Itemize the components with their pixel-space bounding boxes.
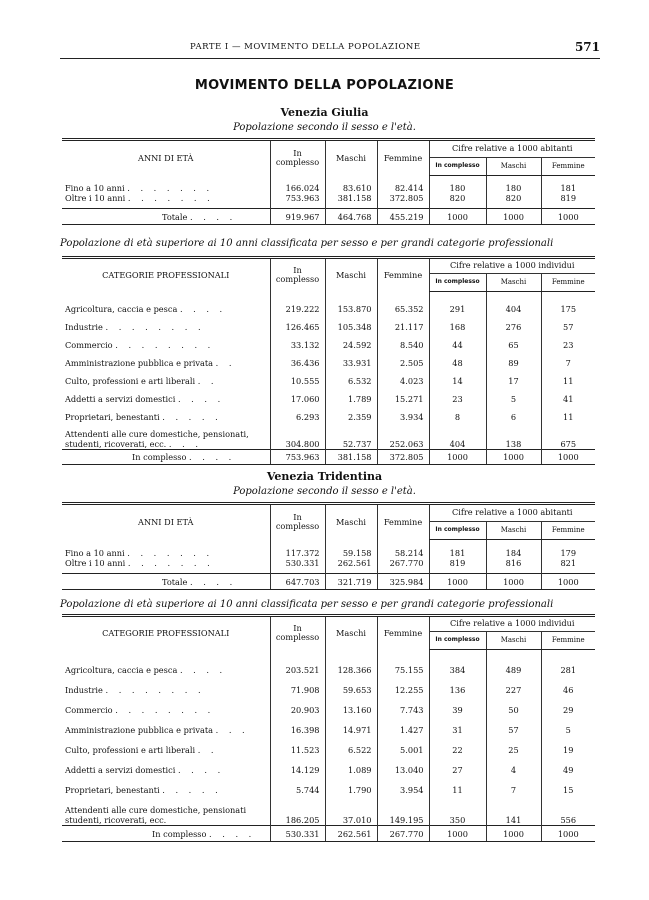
cell-maschi: 1.790 (325, 780, 377, 800)
cell-rel-total: 31 (429, 720, 486, 740)
age-subtitle: Popolazione secondo il sesso e l'età. (233, 486, 416, 497)
leader-dots: . . . . (177, 764, 225, 775)
cell-femmine: 8.540 (377, 336, 429, 354)
cell-femmine: 13.040 (377, 760, 429, 780)
cell-rel-total: 39 (429, 700, 486, 720)
table-row (62, 760, 595, 780)
cell-femmine: 149.195 (377, 800, 429, 826)
cell-rel-femmine: 175 (541, 300, 595, 318)
col-header-label: ANNI DI ETÀ (62, 504, 270, 540)
cell-total: 117.372 (270, 548, 325, 558)
cell-maschi: 14.971 (325, 720, 377, 740)
cell-rel-maschi: 5 (486, 390, 541, 408)
cell-maschi: 6.522 (325, 740, 377, 760)
cell-femmine: 267.770 (377, 558, 429, 568)
row-label: Commercio (65, 339, 113, 350)
cell-total: 186.205 (270, 800, 325, 826)
leader-dots: . . . . . . . (127, 192, 214, 203)
leader-dots: . . . (215, 724, 249, 735)
cell-total: 36.436 (270, 354, 325, 372)
cell-maschi: 262.561 (325, 558, 377, 568)
cell-rel-maschi: 138 (486, 426, 541, 450)
leader-dots: . . . . . (162, 784, 222, 795)
cell-rel-total: 1000 (429, 209, 486, 225)
cell-rel-total: 44 (429, 336, 486, 354)
cell-maschi: 1.789 (325, 390, 377, 408)
cell-total: 5.744 (270, 780, 325, 800)
total-label: In complesso (132, 452, 187, 462)
leader-dots: . . . . (189, 452, 236, 462)
cell-femmine: 12.255 (377, 680, 429, 700)
cell-total: 530.331 (270, 558, 325, 568)
subheader-in-complesso: In complesso (429, 274, 486, 292)
subheader-maschi: Maschi (486, 274, 541, 292)
subheader-in-complesso: In complesso (429, 158, 486, 176)
age-subtitle: Popolazione secondo il sesso e l'età. (233, 122, 416, 133)
subheader-femmine: Femmine (541, 274, 595, 292)
cell-rel-total: 291 (429, 300, 486, 318)
cell-rel-maschi: 1000 (486, 209, 541, 225)
page-number: 571 (574, 40, 600, 54)
cell-femmine: 372.805 (377, 193, 429, 203)
cell-rel-femmine: 11 (541, 372, 595, 390)
col-header-cifre: Cifre relative a 1000 abitanti (429, 140, 595, 158)
cell-rel-total: 22 (429, 740, 486, 760)
cell-maschi: 381.158 (325, 450, 377, 465)
cell-rel-femmine: 179 (541, 548, 595, 558)
cell-total: 753.963 (270, 450, 325, 465)
table-row (62, 660, 595, 680)
cell-rel-total: 23 (429, 390, 486, 408)
cell-rel-femmine: 41 (541, 390, 595, 408)
cell-rel-femmine: 821 (541, 558, 595, 568)
cell-total: 219.222 (270, 300, 325, 318)
cell-total: 126.465 (270, 318, 325, 336)
row-label: Culto, professioni e arti liberali (65, 375, 196, 386)
cell-femmine: 267.770 (377, 826, 429, 842)
cell-femmine: 15.271 (377, 390, 429, 408)
col-header-femmine: Femmine (377, 258, 429, 292)
row-label: Amministrazione pubblica e privata (65, 724, 214, 735)
col-header-maschi: Maschi (325, 616, 377, 650)
cell-femmine: 65.352 (377, 300, 429, 318)
cell-rel-femmine: 281 (541, 660, 595, 680)
cell-rel-maschi: 17 (486, 372, 541, 390)
table-row (62, 800, 595, 826)
cell-rel-maschi: 4 (486, 760, 541, 780)
cell-total: 71.908 (270, 680, 325, 700)
leader-dots: . . . . . . . (127, 182, 214, 193)
cell-rel-femmine: 1000 (541, 826, 595, 842)
col-header-cifre: Cifre relative a 1000 individui (429, 258, 595, 274)
leader-dots: . . (215, 357, 236, 368)
cell-femmine: 3.934 (377, 408, 429, 426)
cell-rel-total: 350 (429, 800, 486, 826)
leader-dots: . . . . . . . (127, 557, 214, 568)
cell-maschi: 59.158 (325, 548, 377, 558)
age-table-venezia-tridentina (62, 502, 595, 590)
table-row (62, 740, 595, 760)
cell-rel-femmine: 1000 (541, 450, 595, 465)
total-label: In complesso (152, 828, 207, 839)
region-title-venezia-tridentina: Venezia Tridentina (266, 470, 383, 483)
cell-rel-total: 1000 (429, 450, 486, 465)
cell-rel-femmine: 23 (541, 336, 595, 354)
age-table-venezia-giulia (62, 138, 595, 225)
cell-rel-maschi: 7 (486, 780, 541, 800)
cell-total: 647.703 (270, 574, 325, 590)
col-header-maschi: Maschi (325, 258, 377, 292)
subheader-maschi: Maschi (486, 632, 541, 650)
cell-rel-femmine: 819 (541, 193, 595, 203)
cell-total: 10.555 (270, 372, 325, 390)
cell-femmine: 4.023 (377, 372, 429, 390)
row-label: Agricoltura, caccia e pesca (65, 303, 178, 314)
cell-rel-total: 14 (429, 372, 486, 390)
prof-table-venezia-giulia (62, 256, 595, 465)
leader-dots: . . . . . . . . (115, 339, 215, 350)
cell-maschi: 13.160 (325, 700, 377, 720)
subheader-maschi: Maschi (486, 158, 541, 176)
cell-femmine: 58.214 (377, 548, 429, 558)
cell-rel-total: 136 (429, 680, 486, 700)
col-header-label: CATEGORIE PROFESSIONALI (62, 616, 270, 650)
cell-femmine: 455.219 (377, 209, 429, 225)
row-label: Attendenti alle cure domestiche, pensionati, studenti, ricoverati, ecc. (65, 429, 249, 449)
cell-rel-total: 1000 (429, 574, 486, 590)
col-header-femmine: Femmine (377, 504, 429, 540)
table-row (62, 700, 595, 720)
leader-dots: . . . . (190, 211, 237, 222)
main-title: MOVIMENTO DELLA POPOLAZIONE (194, 78, 455, 93)
subheader-femmine: Femmine (541, 632, 595, 650)
row-label: Industrie (65, 321, 103, 332)
prof-subtitle: Popolazione di età superiore ai 10 anni classificata per sesso e per grandi categorie professionali (60, 599, 554, 610)
cell-rel-total: 404 (429, 426, 486, 450)
cell-rel-femmine: 46 (541, 680, 595, 700)
leader-dots: . . . . (179, 303, 227, 314)
col-header-femmine: Femmine (377, 616, 429, 650)
row-label: Industrie (65, 684, 103, 695)
total-row (62, 826, 595, 842)
cell-maschi: 128.366 (325, 660, 377, 680)
cell-total: 11.523 (270, 740, 325, 760)
cell-maschi: 105.348 (325, 318, 377, 336)
row-label: Addetti a servizi domestici (65, 393, 176, 404)
leader-dots: . . . . . . . . (115, 704, 215, 715)
col-header-in-complesso: In complesso (270, 504, 325, 540)
col-header-in-complesso: In complesso (270, 616, 325, 650)
cell-rel-maschi: 89 (486, 354, 541, 372)
cell-maschi: 33.931 (325, 354, 377, 372)
leader-dots: . . (197, 375, 218, 386)
col-header-in-complesso: In complesso (270, 140, 325, 176)
cell-rel-total: 820 (429, 193, 486, 203)
cell-rel-femmine: 5 (541, 720, 595, 740)
cell-total: 20.903 (270, 700, 325, 720)
cell-rel-maschi: 57 (486, 720, 541, 740)
leader-dots: . . (197, 744, 218, 755)
cell-femmine: 82.414 (377, 183, 429, 193)
row-label: Fino a 10 anni (65, 182, 125, 193)
cell-maschi: 464.768 (325, 209, 377, 225)
cell-rel-total: 384 (429, 660, 486, 680)
cell-rel-total: 819 (429, 558, 486, 568)
cell-femmine: 21.117 (377, 318, 429, 336)
table-row (62, 318, 595, 336)
cell-rel-maschi: 404 (486, 300, 541, 318)
cell-total: 530.331 (270, 826, 325, 842)
total-row (62, 209, 595, 225)
table-row (62, 372, 595, 390)
cell-femmine: 1.427 (377, 720, 429, 740)
table-row (62, 390, 595, 408)
col-header-label: CATEGORIE PROFESSIONALI (62, 258, 270, 292)
row-label: Commercio (65, 704, 113, 715)
cell-rel-maschi: 1000 (486, 574, 541, 590)
total-row (62, 450, 595, 465)
leader-dots: . . . . (190, 576, 237, 587)
cell-total: 304.800 (270, 426, 325, 450)
row-label: Addetti a servizi domestici (65, 764, 176, 775)
cell-maschi: 2.359 (325, 408, 377, 426)
subheader-in-complesso: In complesso (429, 632, 486, 650)
row-label: Oltre i 10 anni (65, 557, 126, 568)
cell-rel-femmine: 675 (541, 426, 595, 450)
cell-rel-femmine: 15 (541, 780, 595, 800)
cell-rel-total: 180 (429, 183, 486, 193)
cell-maschi: 24.592 (325, 336, 377, 354)
table-row (62, 354, 595, 372)
cell-rel-total: 168 (429, 318, 486, 336)
leader-dots: . . . (168, 438, 202, 449)
cell-rel-maschi: 820 (486, 193, 541, 203)
cell-rel-femmine: 181 (541, 183, 595, 193)
cell-rel-femmine: 556 (541, 800, 595, 826)
row-label: Oltre i 10 anni (65, 192, 126, 203)
cell-rel-maschi: 489 (486, 660, 541, 680)
cell-rel-total: 181 (429, 548, 486, 558)
leader-dots: . . . . (179, 664, 227, 675)
total-label: Totale (162, 211, 188, 222)
cell-rel-total: 1000 (429, 826, 486, 842)
cell-maschi: 262.561 (325, 826, 377, 842)
total-row (62, 574, 595, 590)
cell-rel-maschi: 65 (486, 336, 541, 354)
cell-rel-maschi: 6 (486, 408, 541, 426)
cell-total: 17.060 (270, 390, 325, 408)
cell-rel-femmine: 1000 (541, 209, 595, 225)
cell-maschi: 59.653 (325, 680, 377, 700)
cell-total: 203.521 (270, 660, 325, 680)
cell-rel-femmine: 7 (541, 354, 595, 372)
cell-total: 753.963 (270, 193, 325, 203)
cell-total: 6.293 (270, 408, 325, 426)
col-header-maschi: Maschi (325, 140, 377, 176)
table-row (62, 300, 595, 318)
table-row (62, 183, 595, 193)
cell-maschi: 6.532 (325, 372, 377, 390)
cell-femmine: 5.001 (377, 740, 429, 760)
leader-dots: . . . . . (162, 411, 222, 422)
cell-femmine: 75.155 (377, 660, 429, 680)
row-label: Culto, professioni e arti liberali (65, 744, 196, 755)
row-label: Attendenti alle cure domestiche, pensionati studenti, ricoverati, ecc. (65, 805, 247, 825)
table-row (62, 558, 595, 568)
cell-rel-total: 8 (429, 408, 486, 426)
cell-rel-maschi: 184 (486, 548, 541, 558)
region-title-venezia-giulia: Venezia Giulia (280, 106, 369, 119)
subheader-femmine: Femmine (541, 158, 595, 176)
cell-rel-total: 48 (429, 354, 486, 372)
running-head (60, 42, 600, 59)
cell-rel-total: 27 (429, 760, 486, 780)
cell-maschi: 153.870 (325, 300, 377, 318)
cell-total: 33.132 (270, 336, 325, 354)
cell-femmine: 3.954 (377, 780, 429, 800)
col-header-maschi: Maschi (325, 504, 377, 540)
subheader-femmine: Femmine (541, 522, 595, 540)
leader-dots: . . . . . . . (127, 547, 214, 558)
cell-rel-femmine: 19 (541, 740, 595, 760)
cell-rel-maschi: 1000 (486, 450, 541, 465)
prof-table-venezia-tridentina (62, 614, 595, 842)
leader-dots: . . . . (209, 828, 256, 839)
cell-maschi: 83.610 (325, 183, 377, 193)
table-row (62, 548, 595, 558)
table-row (62, 408, 595, 426)
table-row (62, 193, 595, 203)
cell-maschi: 52.737 (325, 426, 377, 450)
cell-rel-femmine: 29 (541, 700, 595, 720)
cell-rel-maschi: 276 (486, 318, 541, 336)
cell-femmine: 2.505 (377, 354, 429, 372)
cell-femmine: 372.805 (377, 450, 429, 465)
cell-femmine: 7.743 (377, 700, 429, 720)
table-row (62, 426, 595, 450)
subheader-in-complesso: In complesso (429, 522, 486, 540)
total-label: Totale (162, 576, 188, 587)
cell-maschi: 37.010 (325, 800, 377, 826)
cell-maschi: 381.158 (325, 193, 377, 203)
cell-total: 166.024 (270, 183, 325, 193)
col-header-label: ANNI DI ETÀ (62, 140, 270, 176)
cell-rel-maschi: 180 (486, 183, 541, 193)
cell-rel-maschi: 816 (486, 558, 541, 568)
row-label: Proprietari, benestanti (65, 784, 160, 795)
row-label: Proprietari, benestanti (65, 411, 160, 422)
cell-rel-maschi: 227 (486, 680, 541, 700)
leader-dots: . . . . (177, 393, 225, 404)
cell-rel-maschi: 141 (486, 800, 541, 826)
cell-rel-maschi: 1000 (486, 826, 541, 842)
cell-maschi: 1.089 (325, 760, 377, 780)
cell-rel-maschi: 50 (486, 700, 541, 720)
col-header-in-complesso: In complesso (270, 258, 325, 292)
table-row (62, 780, 595, 800)
row-label: Agricoltura, caccia e pesca (65, 664, 178, 675)
leader-dots: . . . . . . . . (105, 684, 205, 695)
cell-rel-femmine: 1000 (541, 574, 595, 590)
row-label: Fino a 10 anni (65, 547, 125, 558)
running-head-title: PARTE I — MOVIMENTO DELLA POPOLAZIONE (190, 42, 421, 52)
cell-total: 919.967 (270, 209, 325, 225)
cell-rel-femmine: 11 (541, 408, 595, 426)
cell-rel-femmine: 49 (541, 760, 595, 780)
table-row (62, 720, 595, 740)
col-header-femmine: Femmine (377, 140, 429, 176)
col-header-cifre: Cifre relative a 1000 abitanti (429, 504, 595, 522)
subheader-maschi: Maschi (486, 522, 541, 540)
table-row (62, 336, 595, 354)
cell-femmine: 252.063 (377, 426, 429, 450)
prof-subtitle: Popolazione di età superiore ai 10 anni classificata per sesso e per grandi categorie professionali (60, 238, 554, 249)
cell-rel-maschi: 25 (486, 740, 541, 760)
cell-total: 16.398 (270, 720, 325, 740)
row-label: Amministrazione pubblica e privata (65, 357, 214, 368)
cell-rel-femmine: 57 (541, 318, 595, 336)
table-row (62, 680, 595, 700)
col-header-cifre: Cifre relative a 1000 individui (429, 616, 595, 632)
cell-femmine: 325.984 (377, 574, 429, 590)
cell-total: 14.129 (270, 760, 325, 780)
cell-maschi: 321.719 (325, 574, 377, 590)
leader-dots: . . . . . . . . (105, 321, 205, 332)
cell-rel-total: 11 (429, 780, 486, 800)
